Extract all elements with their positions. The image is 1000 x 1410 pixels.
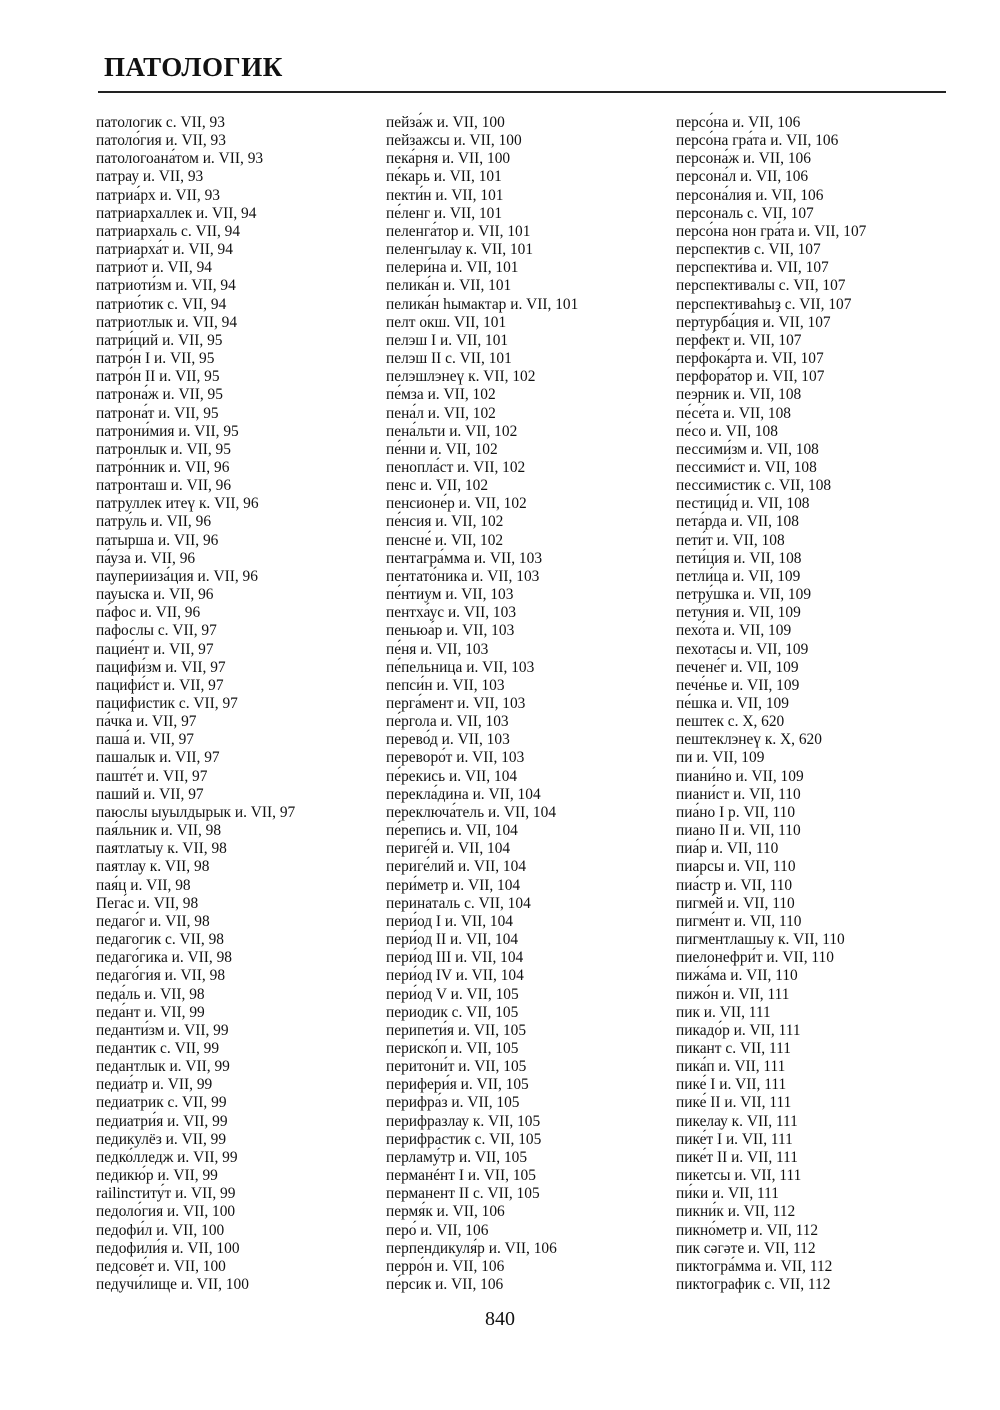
index-entry: патро́н I и. VII, 95 (96, 350, 215, 368)
index-entry: перекла́дина и. VII, 104 (386, 785, 541, 803)
index-entry: пехотасы и. VII, 109 (676, 640, 809, 658)
index-entry: педофили́я и. VII, 100 (96, 1239, 240, 1257)
index-entry: пе́мза и. VII, 102 (386, 386, 496, 404)
index-entry: педучи́лище и. VII, 100 (96, 1276, 249, 1293)
index-entry: пауыска и. VII, 96 (96, 586, 214, 604)
index-entry: персо́на и. VII, 106 (676, 114, 801, 131)
index-entry: персо́на нон гра́та и. VII, 107 (676, 222, 867, 240)
index-entry: пеньюа́р и. VII, 103 (386, 622, 515, 640)
index-entry: пенс и. VII, 102 (386, 477, 489, 495)
index-entry: пентагра́мма и. VII, 103 (386, 549, 543, 567)
index-entry: пике́ II и. VII, 111 (676, 1094, 792, 1112)
index-entry: паште́т и. VII, 97 (96, 767, 208, 785)
index-entry: пессими́ст и. VII, 108 (676, 458, 817, 476)
index-entry: паюслы ыуылдырык и. VII, 97 (96, 803, 296, 821)
index-entry: пигме́й и. VII, 110 (676, 894, 795, 912)
index-entry: перспекти́ва и. VII, 107 (676, 259, 829, 277)
index-entry: пе́карь и. VII, 101 (386, 168, 502, 186)
page-number: 840 (485, 1308, 515, 1330)
index-entry: Пега́с и. VII, 98 (96, 894, 199, 912)
index-column-2 (386, 114, 578, 1294)
index-entry: пикелау к. VII, 111 (676, 1112, 798, 1130)
index-entry: патриарха́т и. VII, 94 (96, 241, 233, 259)
index-entry: пейзажсы и. VII, 100 (386, 132, 522, 150)
index-entry: педаго́гия и. VII, 98 (96, 967, 226, 985)
index-entry: пелика́н и. VII, 101 (386, 277, 512, 295)
index-entry: пацифистик с. VII, 97 (96, 695, 238, 712)
index-entry: патологоана́том и. VII, 93 (96, 150, 264, 168)
index-entry: персо́на гра́та и. VII, 106 (676, 132, 839, 150)
index-entry: патырша и. VII, 96 (96, 531, 219, 549)
index-entry: пиктографик с. VII, 112 (676, 1276, 831, 1293)
index-entry: педаго́гика и. VII, 98 (96, 949, 233, 967)
index-entry: па́фос и. VII, 96 (96, 604, 201, 622)
index-entry: пенсне́ и. VII, 102 (386, 531, 504, 549)
index-entry: перспективаһыҙ с. VII, 107 (676, 295, 852, 313)
index-entry: печене́г и. VII, 109 (676, 658, 799, 676)
index-entry: перипети́я и. VII, 105 (386, 1021, 527, 1039)
index-entry: пика́п и. VII, 111 (676, 1058, 786, 1076)
index-entry: патрони́мия и. VII, 95 (96, 422, 239, 440)
index-entry: патри́ций и. VII, 95 (96, 331, 223, 349)
index-entry: перманент II с. VII, 105 (386, 1185, 540, 1203)
index-entry: пери́од II и. VII, 104 (386, 931, 519, 949)
index-entry: пижа́ма и. VII, 110 (676, 967, 798, 985)
index-entry: railinститу́т и. VII, 99 (96, 1185, 236, 1203)
index-entry: пацифи́ст и. VII, 97 (96, 676, 224, 694)
index-entry: пенсионе́р и. VII, 102 (386, 495, 527, 513)
index-entry: перифрастик с. VII, 105 (386, 1130, 542, 1148)
index-entry: пертурба́ция и. VII, 107 (676, 313, 831, 331)
index-entry: пиа́р и. VII, 110 (676, 840, 779, 858)
index-entry: перспектив с. VII, 107 (676, 241, 821, 259)
index-column-3 (676, 114, 866, 1294)
index-entry: паятлау к. VII, 98 (96, 858, 210, 876)
index-entry: пауперииза́ция и. VII, 96 (96, 567, 258, 585)
index-entry: патруллек итеү к. VII, 96 (96, 495, 259, 513)
index-entry: пече́нье и. VII, 109 (676, 676, 800, 694)
index-entry: патронташ и. VII, 96 (96, 477, 232, 495)
index-entry: пе́пельница и. VII, 103 (386, 658, 535, 676)
index-entry: пиани́но и. VII, 109 (676, 767, 804, 785)
index-entry: патриа́рх и. VII, 93 (96, 186, 220, 204)
index-entry: пиано II и. VII, 110 (676, 822, 801, 840)
index-entry: пе́рекись и. VII, 104 (386, 767, 518, 785)
index-entry: перево́д и. VII, 103 (386, 731, 510, 749)
index-entry: пекти́н и. VII, 101 (386, 186, 504, 204)
index-entry: пери́од III и. VII, 104 (386, 949, 524, 967)
index-entry: перо́ и. VII, 106 (386, 1221, 489, 1239)
index-entry: пеленгылау к. VII, 101 (386, 241, 534, 259)
index-entry: пелт окш. VII, 101 (386, 313, 507, 331)
index-entry: пета́рда и. VII, 108 (676, 513, 799, 531)
index-entry: паша́ и. VII, 97 (96, 731, 194, 749)
index-entry: перифра́з и. VII, 105 (386, 1094, 520, 1112)
index-entry: патрио́т и. VII, 94 (96, 259, 212, 277)
index-entry: патро́н II и. VII, 95 (96, 368, 220, 386)
index-entry: пети́т и. VII, 108 (676, 531, 785, 549)
index-entry: пике́т I и. VII, 111 (676, 1130, 793, 1148)
index-entry: пештеклэнеү к. X, 620 (676, 731, 822, 749)
index-entry: пик и. VII, 111 (676, 1003, 771, 1021)
index-entry: персона́л и. VII, 106 (676, 168, 809, 186)
index-entry: перламу́тр и. VII, 105 (386, 1148, 528, 1166)
index-entry: патологик с. VII, 93 (96, 114, 225, 131)
index-column-1 (96, 114, 295, 1294)
index-entry: пикетсы и. VII, 111 (676, 1167, 802, 1185)
index-entry: пессимистик с. VII, 108 (676, 477, 832, 495)
index-entry: пе́ленг и. VII, 101 (386, 204, 503, 222)
index-entry: перспективалы с. VII, 107 (676, 277, 846, 295)
index-entry: пеленга́тор и. VII, 101 (386, 222, 531, 240)
index-entry: педанти́зм и. VII, 99 (96, 1021, 229, 1039)
index-entry: перитони́т и. VII, 105 (386, 1058, 527, 1076)
index-entry: пикант с. VII, 111 (676, 1039, 791, 1057)
index-entry: пая́льник и. VII, 98 (96, 822, 222, 840)
index-entry: пике́ I и. VII, 111 (676, 1076, 787, 1094)
index-entry: педаго́г и. VII, 98 (96, 912, 210, 930)
index-entry: пи́ки и. VII, 111 (676, 1185, 779, 1203)
index-entry: пена́л и. VII, 102 (386, 404, 496, 422)
index-entry: переворо́т и. VII, 103 (386, 749, 525, 767)
index-entry: педиатри́я и. VII, 99 (96, 1112, 228, 1130)
index-entry: пе́ргола и. VII, 103 (386, 713, 509, 731)
index-entry: пе́нсия и. VII, 102 (386, 513, 504, 531)
index-entry: педикю́р и. VII, 99 (96, 1167, 218, 1185)
index-entry: пиа́но I р. VII, 110 (676, 803, 796, 821)
index-entry: пери́метр и. VII, 104 (386, 876, 521, 894)
index-entry: педофи́л и. VII, 100 (96, 1221, 225, 1239)
index-entry: пери́од V и. VII, 105 (386, 985, 519, 1003)
index-entry: пепси́н и. VII, 103 (386, 676, 505, 694)
index-entry: пиани́ст и. VII, 110 (676, 785, 801, 803)
index-entry: пе́рсик и. VII, 106 (386, 1276, 504, 1293)
index-entry: периско́п и. VII, 105 (386, 1039, 519, 1057)
index-entry: патриотлык и. VII, 94 (96, 313, 238, 331)
index-entry: перпендикуля́р и. VII, 106 (386, 1239, 557, 1257)
index-entry: петру́шка и. VII, 109 (676, 586, 812, 604)
index-entry: пе́репись и. VII, 104 (386, 822, 518, 840)
index-entry: пелери́на и. VII, 101 (386, 259, 519, 277)
index-entry: пиа́стр и. VII, 110 (676, 876, 793, 894)
index-entry: пе́шка и. VII, 109 (676, 695, 789, 712)
index-entry: пацифи́зм и. VII, 97 (96, 658, 226, 676)
index-entry: педантлык и. VII, 99 (96, 1058, 230, 1076)
page-title: ПАТОЛОГИК (104, 52, 283, 82)
index-entry: периодик с. VII, 105 (386, 1003, 519, 1021)
index-entry: перфора́тор и. VII, 107 (676, 368, 825, 386)
index-entry: переключа́тель и. VII, 104 (386, 803, 557, 821)
index-entry: периге́й и. VII, 104 (386, 840, 511, 858)
index-entry: пету́ния и. VII, 109 (676, 604, 801, 622)
index-entry: персона́лия и. VII, 106 (676, 186, 824, 204)
index-entry: пехо́та и. VII, 109 (676, 622, 792, 640)
index-entry: пиарсы и. VII, 110 (676, 858, 796, 876)
index-entry: перифразлау к. VII, 105 (386, 1112, 541, 1130)
index-entry: пессими́зм и. VII, 108 (676, 440, 819, 458)
index-entry: пике́т II и. VII, 111 (676, 1148, 799, 1166)
index-entry: педа́ль и. VII, 98 (96, 985, 205, 1003)
index-entry: патру́ль и. VII, 96 (96, 513, 212, 531)
index-entry: пена́льти и. VII, 102 (386, 422, 518, 440)
index-entry: пе́нтиум и. VII, 103 (386, 586, 514, 604)
index-entry: пелэш I и. VII, 101 (386, 331, 509, 349)
index-entry: пе́со и. VII, 108 (676, 422, 778, 440)
index-entry: педагогик с. VII, 98 (96, 931, 225, 949)
index-entry: патронлык и. VII, 95 (96, 440, 231, 458)
index-entry: пермя́к и. VII, 106 (386, 1203, 505, 1221)
index-entry: педоло́гия и. VII, 100 (96, 1203, 236, 1221)
index-entry: пелэш II с. VII, 101 (386, 350, 512, 368)
index-entry: патрона́ж и. VII, 95 (96, 386, 223, 404)
index-entry: пети́ция и. VII, 108 (676, 549, 802, 567)
index-entry: перро́н и. VII, 106 (386, 1257, 505, 1275)
index-entry: педантик с. VII, 99 (96, 1039, 220, 1057)
index-entry: пиелонефри́т и. VII, 110 (676, 949, 834, 967)
index-entry: патриархаль с. VII, 94 (96, 222, 241, 240)
index-entry: пиктогра́мма и. VII, 112 (676, 1257, 833, 1275)
index-entry: пека́рня и. VII, 100 (386, 150, 511, 168)
index-entry: пикно́метр и. VII, 112 (676, 1221, 819, 1239)
index-entry: патрона́т и. VII, 95 (96, 404, 219, 422)
index-entry: патро́нник и. VII, 96 (96, 458, 230, 476)
index-entry: пе́ня и. VII, 103 (386, 640, 489, 658)
index-entry: пейза́ж и. VII, 100 (386, 114, 505, 131)
index-entry: пеэрник и. VII, 108 (676, 386, 802, 404)
index-entry: патрау и. VII, 93 (96, 168, 204, 186)
index-entry: пигментлашыу к. VII, 110 (676, 931, 845, 949)
index-entry: па́уза и. VII, 96 (96, 549, 196, 567)
index-entry: перифери́я и. VII, 105 (386, 1076, 529, 1094)
index-entry: пик сəгəте и. VII, 112 (676, 1239, 816, 1257)
index-entry: пижо́н и. VII, 111 (676, 985, 790, 1003)
index-entry: пикни́к и. VII, 112 (676, 1203, 796, 1221)
index-entry: персональ с. VII, 107 (676, 204, 814, 222)
index-entry: пая́ц и. VII, 98 (96, 876, 191, 894)
index-entry: пентха́ус и. VII, 103 (386, 604, 517, 622)
index-entry: пафослы с. VII, 97 (96, 622, 217, 640)
index-entry: перфе́кт и. VII, 107 (676, 331, 802, 349)
index-entry: педиа́тр и. VII, 99 (96, 1076, 213, 1094)
index-entry: пе́нни и. VII, 102 (386, 440, 498, 458)
index-entry: персона́ж и. VII, 106 (676, 150, 811, 168)
index-entry: перга́мент и. VII, 103 (386, 695, 526, 712)
index-entry: пелика́н һымактар и. VII, 101 (386, 295, 579, 313)
index-entry: перманéнт I и. VII, 105 (386, 1167, 536, 1185)
index-entry: перинаталь с. VII, 104 (386, 894, 531, 912)
index-entry: пашалык и. VII, 97 (96, 749, 220, 767)
index-entry: пикадо́р и. VII, 111 (676, 1021, 801, 1039)
index-entry: пери́од IV и. VII, 104 (386, 967, 524, 985)
index-entry: педсове́т и. VII, 100 (96, 1257, 226, 1275)
index-entry: пештек с. X, 620 (676, 713, 785, 731)
index-entry: пе́се́та и. VII, 108 (676, 404, 791, 422)
index-entry: патрио́тик с. VII, 94 (96, 295, 227, 313)
index-entry: пери́од I и. VII, 104 (386, 912, 513, 930)
index-entry: перфока́рта и. VII, 107 (676, 350, 824, 368)
index-entry: патриоти́зм и. VII, 94 (96, 277, 236, 295)
header-rule (98, 91, 946, 93)
index-entry: педко́лледж и. VII, 99 (96, 1148, 238, 1166)
index-entry: пестици́д и. VII, 108 (676, 495, 810, 513)
index-entry: периге́лий и. VII, 104 (386, 858, 527, 876)
index-entry: па́чка и. VII, 97 (96, 713, 197, 731)
index-entry: паятлатыу к. VII, 98 (96, 840, 227, 858)
index-entry: пенопла́ст и. VII, 102 (386, 458, 526, 476)
index-entry: пи и. VII, 109 (676, 749, 765, 767)
index-entry: патриархаллек и. VII, 94 (96, 204, 257, 222)
index-entry: пацие́нт и. VII, 97 (96, 640, 214, 658)
index-entry: педа́нт и. VII, 99 (96, 1003, 205, 1021)
index-entry: педикулёз и. VII, 99 (96, 1130, 227, 1148)
index-entry: пентато́ника и. VII, 103 (386, 567, 540, 585)
index-entry: педиатрик с. VII, 99 (96, 1094, 227, 1112)
index-entry: паший и. VII, 97 (96, 785, 204, 803)
index-entry: пелэшлэнеү к. VII, 102 (386, 368, 536, 386)
index-entry: пигме́нт и. VII, 110 (676, 912, 802, 930)
index-entry: патоло́гия и. VII, 93 (96, 132, 226, 150)
index-entry: петли́ца и. VII, 109 (676, 567, 801, 585)
